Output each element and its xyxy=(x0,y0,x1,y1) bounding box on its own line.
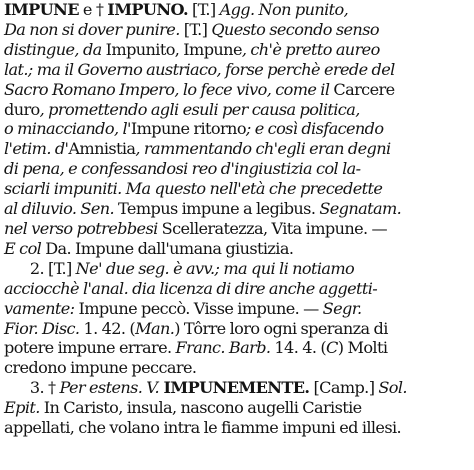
text-run: ; e così disfacendo xyxy=(245,119,384,139)
text-run: Impune peccò. Visse impune. — xyxy=(74,298,323,318)
text-run: [T.] xyxy=(179,19,212,39)
text-run: , rammentando ch'egli eran degni xyxy=(135,139,391,159)
text-run: Sacro Romano Impero, lo fece vivo, come il xyxy=(4,79,334,99)
text-run: Da non si dover punire. xyxy=(4,19,180,39)
text-run: [Camp.] xyxy=(309,378,379,398)
entry-line xyxy=(4,179,470,199)
text-run: al diluvio. Sen. xyxy=(4,199,115,219)
entry-line xyxy=(4,219,470,239)
entry-line xyxy=(4,279,470,299)
text-run: ) Molti xyxy=(337,338,388,358)
text-run: Agg. Non punito, xyxy=(219,0,349,19)
text-run: 2. [T.] xyxy=(29,258,76,278)
text-run: vamente: xyxy=(4,298,75,318)
text-run: 3. † xyxy=(29,378,60,398)
text-run: potere impune errare. xyxy=(4,338,176,358)
entry-line xyxy=(4,338,470,358)
text-run: , ch'è pretto aureo xyxy=(241,39,380,59)
text-run: , promettendo agli esuli per causa politica, xyxy=(39,99,360,119)
text-run: credono impune peccare. xyxy=(4,358,197,378)
text-run: l'etim. d' xyxy=(4,139,69,159)
text-run: acciocchè l'anal. dia licenza di dire anche aggetti- xyxy=(4,278,378,298)
text-run: Da. Impune dall'umana giustizia. xyxy=(41,238,294,258)
text-run: IMPUNE xyxy=(4,0,79,19)
text-run: E col xyxy=(4,238,42,258)
text-run: Amnistia xyxy=(68,139,136,159)
text-run: Scelleratezza, Vita impune. — xyxy=(157,218,388,238)
entry-line xyxy=(4,80,470,100)
text-run: appellati, che volano intra le fiamme impuni ed illesi. xyxy=(4,418,402,438)
text-run: Ne' due seg. è avv.; ma qui li notiamo xyxy=(75,258,355,278)
text-run: Impune ritorno xyxy=(130,119,246,139)
entry-line xyxy=(4,239,470,259)
dictionary-entry-impune xyxy=(4,0,472,438)
text-run: Sol. xyxy=(378,378,407,398)
entry-line xyxy=(4,358,470,378)
entry-line xyxy=(4,139,470,159)
entry-line xyxy=(4,60,470,80)
entry-line xyxy=(4,259,470,279)
entry-line xyxy=(4,199,470,219)
text-run: Franc. Barb. xyxy=(175,338,271,358)
text-run: 14. 4. ( xyxy=(270,338,327,358)
text-run: Segnatam. xyxy=(319,199,402,219)
text-run: Epit. xyxy=(4,398,40,418)
entry-line xyxy=(4,398,470,418)
text-run: 1. 42. ( xyxy=(79,318,136,338)
text-run: [T.] xyxy=(187,0,220,19)
text-run: nel verso potrebbesi xyxy=(4,218,158,238)
text-run: distingue, da xyxy=(4,39,106,59)
entry-line xyxy=(4,319,470,339)
text-run: di pena, e confessandosi reo d'ingiustizia col la- xyxy=(4,159,361,179)
entry-line xyxy=(4,40,470,60)
text-run: In Caristo, insula, nascono augelli Caristie xyxy=(39,398,362,418)
entry-line xyxy=(4,20,470,40)
entry-line xyxy=(4,0,470,20)
text-run: IMPUNO. xyxy=(107,0,188,19)
entry-line xyxy=(4,418,470,438)
entry-line xyxy=(4,378,470,398)
entry-line xyxy=(4,299,470,319)
text-run: e † xyxy=(78,0,108,19)
text-run: ) Tôrre loro ogni speranza di xyxy=(174,318,388,338)
text-run: Segr. xyxy=(322,298,362,318)
text-run: Carcere xyxy=(333,79,395,99)
entry-line xyxy=(4,159,470,179)
text-run: IMPUNEMENTE. xyxy=(159,378,310,398)
text-run: Man. xyxy=(135,318,175,338)
entry-line xyxy=(4,100,470,120)
text-run: Impunito, Impune xyxy=(105,39,242,59)
text-run: Fior. Disc. xyxy=(4,318,80,338)
text-run: duro xyxy=(4,99,40,119)
text-run: lat.; ma il Governo austriaco, forse perchè erede del xyxy=(4,59,395,79)
text-run: C xyxy=(326,338,338,358)
text-run: sciarli impuniti. Ma questo nell'età che precedette xyxy=(4,179,383,199)
text-run: Tempus impune a legibus. xyxy=(114,199,320,219)
text-run: Questo secondo senso xyxy=(211,19,379,39)
text-run: Per estens. V. xyxy=(59,378,160,398)
entry-line xyxy=(4,119,470,139)
text-run: o minacciando, l' xyxy=(4,119,131,139)
